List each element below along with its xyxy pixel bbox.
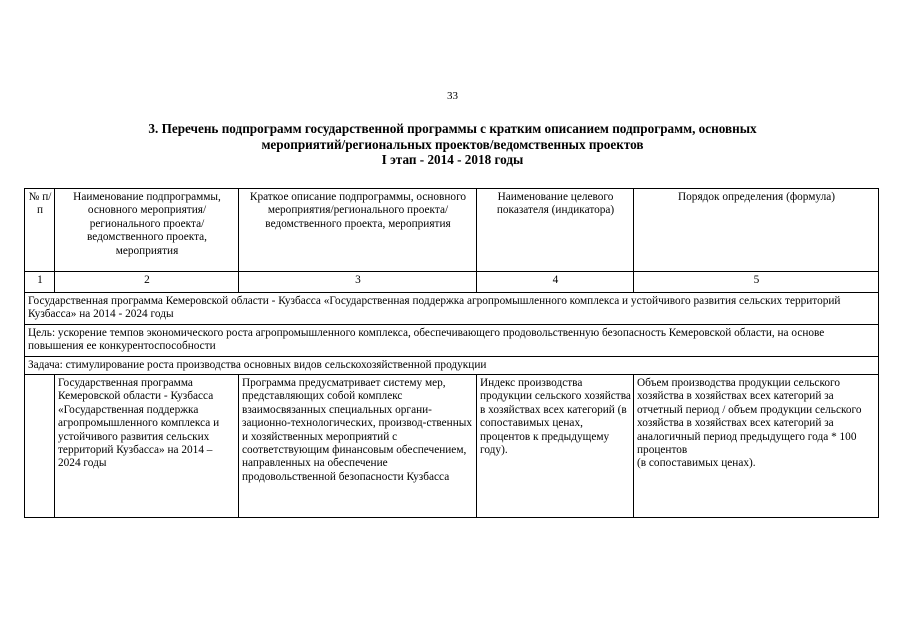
page-number: 33 bbox=[447, 90, 458, 102]
column-number-cell: 5 bbox=[634, 272, 879, 293]
header-cell-formula: Порядок определения (формула) bbox=[634, 189, 879, 272]
header-cell-number: № п/п bbox=[25, 189, 55, 272]
row-name-cell: Государственная программа Кемеровской области - Кузбасса «Государственная поддержка агропромышленного комплекса и устойчивого развития сельских территорий Кузбасса» на 2014 – 2024 годы bbox=[55, 375, 239, 518]
goal-cell: Цель: ускорение темпов экономического роста агропромышленного комплекса, обеспечивающего продовольственную безопасность Кемеровской области, на основе повышения ее конкурентоспособности bbox=[25, 324, 879, 356]
table-header-row bbox=[25, 189, 879, 272]
column-number-cell: 1 bbox=[25, 272, 55, 293]
column-number-row bbox=[25, 272, 879, 293]
table-row bbox=[25, 375, 879, 518]
row-number-cell bbox=[25, 375, 55, 518]
heading-line-3: I этап - 2014 - 2018 годы bbox=[381, 152, 524, 167]
column-number-cell: 3 bbox=[239, 272, 477, 293]
header-cell-name: Наименование подпрограммы, основного мероприятия/ регионального проекта/ведомственного проекта, мероприятия bbox=[55, 189, 239, 272]
heading-line-1: 3. Перечень подпрограмм государственной программы с кратким описанием подпрограмм, основных bbox=[148, 121, 757, 136]
section-heading bbox=[60, 121, 845, 168]
heading-line-2: мероприятий/региональных проектов/ведомственных проектов bbox=[261, 136, 644, 152]
program-row bbox=[25, 293, 879, 325]
row-formula-cell: Объем производства продукции сельского хозяйства в хозяйствах всех категорий за отчетный период / объем продукции сельского хозяйства в хозяйствах всех категорий за аналогичный период предыдущего года * 100 процентов (в сопоставимых ценах). bbox=[634, 375, 879, 518]
header-cell-indicator: Наименование целевого показателя (индикатора) bbox=[477, 189, 634, 272]
column-number-cell: 2 bbox=[55, 272, 239, 293]
column-number-cell: 4 bbox=[477, 272, 634, 293]
task-cell: Задача: стимулирование роста производства основных видов сельскохозяйственной продукции bbox=[25, 356, 879, 374]
goal-row bbox=[25, 324, 879, 356]
header-cell-description: Краткое описание подпрограммы, основного мероприятия/регионального проекта/ведомственного проекта, мероприятия bbox=[239, 189, 477, 272]
row-indicator-cell: Индекс производства продукции сельского хозяйства в хозяйствах всех категорий (в сопоставимых ценах, процентов к предыдущему году). bbox=[477, 375, 634, 518]
subprograms-table bbox=[24, 188, 879, 518]
task-row bbox=[25, 356, 879, 374]
program-cell: Государственная программа Кемеровской области - Кузбасса «Государственная поддержка агропромышленного комплекса и устойчивого развития сельских территорий Кузбасса» на 2014 - 2024 годы bbox=[25, 293, 879, 325]
row-description-cell: Программа предусматривает систему мер, представляющих собой комплекс взаимосвязанных специальных органи-зационно-технологических, производ-ственных и хозяйственных мероприятий с соответствующим финансовым обеспечением, направленных на обеспечение продовольственной безопасности Кузбасса bbox=[239, 375, 477, 518]
